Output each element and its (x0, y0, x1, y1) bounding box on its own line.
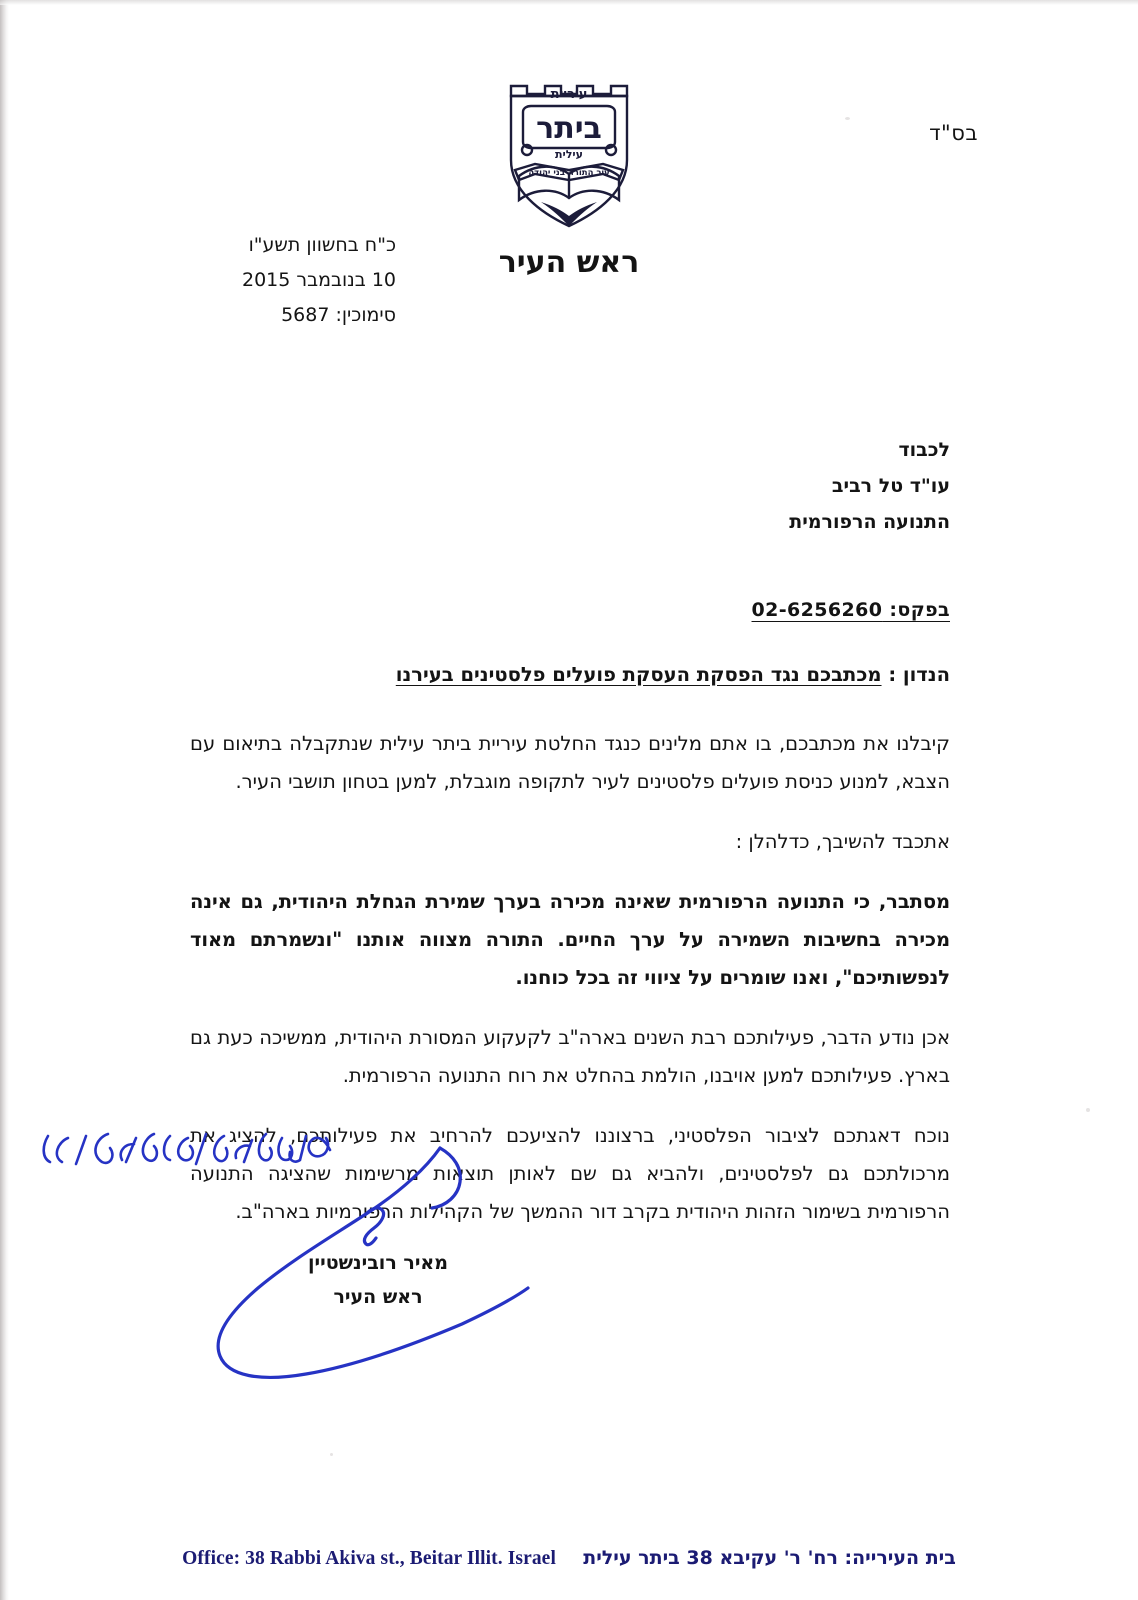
hebrew-date: כ"ח בחשוון תשע"ו (248, 234, 396, 256)
mayor-letterhead-title: ראש העיר (498, 245, 640, 280)
date-block (146, 228, 396, 333)
signer-title: ראש העיר (333, 1286, 423, 1308)
subject-value: מכתבכם נגד הפסקת העסקת פועלים פלסטינים בעירנו (395, 663, 882, 686)
addressee-block (520, 432, 950, 628)
addressee-organization: התנועה הרפורמית (789, 511, 950, 533)
reference-number: סימוכין: 5687 (281, 304, 396, 326)
subject-line (190, 663, 950, 686)
scan-speck (330, 1453, 333, 1456)
body-paragraph-2: אתכבד להשיבך, כדלהלן : (735, 830, 950, 853)
addressee-salutation: לכבוד (898, 439, 950, 461)
footer-address (0, 1547, 1138, 1570)
signer-name: מאיר רובינשטיין (307, 1252, 448, 1274)
municipality-logo (0, 78, 1138, 234)
letter-body (190, 725, 950, 1253)
body-paragraph-3: מסתבר, כי התנועה הרפורמית שאינה מכירה בערך שמירת הגחלת היהודית, גם אינה מכירה בחשיבות השמירה על ערך החיים. התורה מצווה אותנו "ונשמרתם מאוד לנפשותיכם", ואנו שומרים על ציווי זה בכל כוחנו. (190, 890, 950, 989)
footer-english-address: Office: 38 Rabbi Akiva st., Beitar Illit. Israel (182, 1548, 556, 1569)
gregorian-date: 10 בנובמבר 2015 (242, 269, 396, 291)
scan-edge-artifact-top (0, 0, 1138, 5)
beitar-illit-crest-icon (501, 78, 637, 230)
signature-block (258, 1246, 498, 1314)
svg-text:עיריית: עיריית (550, 87, 588, 102)
scan-edge-artifact (0, 0, 9, 1600)
body-paragraph-1: קיבלנו את מכתבכם, בו אתם מלינים כנגד החלטת עיריית ביתר עילית שנתקבלה בתיאום עם הצבא, למנוע כניסת פועלים פלסטינים לעיר לתקופה מוגבלת, למען בטחון תושבי העיר. (190, 732, 950, 793)
body-paragraph-5: נוכח דאגתכם לציבור הפלסטיני, ברצוננו להציעכם להרחיב את פעילותכם, להציג את מרכולתכם גם לפלסטינים, ולהביא גם שם לאותן תוצאות מרשימות שהציגה התנועה הרפורמית בשימור הזהות היהודית בקרב דור ההמשך של הקהילות הרפורמיות בארה"ב. (190, 1124, 950, 1223)
addressee-fax: בפקס: 02-6256260 (751, 599, 950, 621)
scan-speck (1086, 1108, 1090, 1112)
body-paragraph-4: אכן נודע הדבר, פעילותכם רבת השנים בארה"ב לקעקוע המסורת היהודית, ממשיכה כעת גם בארץ. פעילותכם למען אויבנו, הולמת בהחלט את רוח התנועה הרפורמית. (190, 1026, 950, 1087)
bsd-marking: בס"ד (929, 121, 978, 145)
svg-text:ביתר: ביתר (536, 111, 602, 146)
addressee-name: עו"ד טל רביב (831, 475, 950, 497)
svg-text:עיר התורה בני יהודה: עיר התורה בני יהודה (528, 168, 610, 178)
footer-hebrew-address: בית העירייה: רח' ר' עקיבא 38 ביתר עילית (583, 1547, 956, 1569)
svg-text:עילית: עילית (555, 148, 583, 161)
subject-label: הנדון : (888, 663, 950, 686)
